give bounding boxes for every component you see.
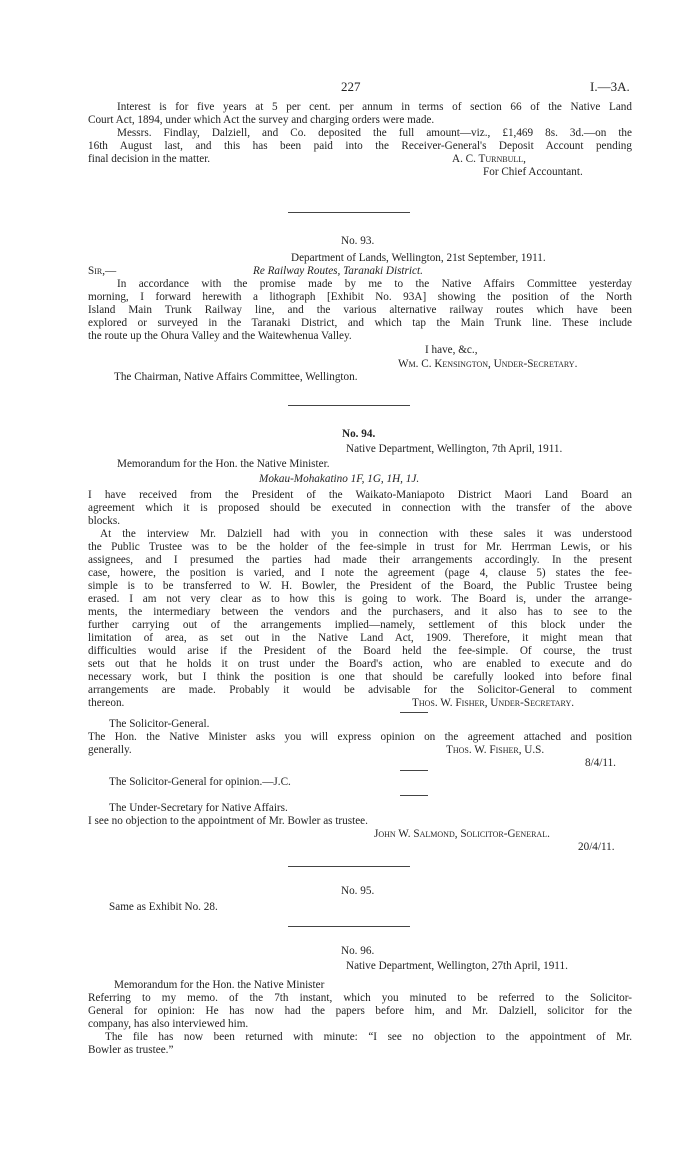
body-line: sets out that he holds it on trust under the Board's action, who are enabled to execute and do xyxy=(88,658,632,670)
section-divider xyxy=(288,212,410,213)
body-line: agreement which it is proposed should be executed in connection with the transfer of the above xyxy=(88,502,632,514)
short-divider xyxy=(400,712,428,713)
body-line: necessary work, but I think the position is one that should be carefully looked into before final xyxy=(88,671,632,683)
body-line: assignees, and I presumed the parties had made their arrangements accordingly. In the present xyxy=(88,554,632,566)
body-line: At the interview Mr. Dalziell had with you in connection with these sales it was understood xyxy=(100,528,632,540)
signature: Thos. W. Fisher, U.S. xyxy=(446,744,545,756)
exhibit-number: No. 94. xyxy=(342,428,376,440)
subject-line: Mokau-Mohakatino 1F, 1G, 1H, 1J. xyxy=(259,473,420,485)
exhibit-number: No. 95. xyxy=(341,885,375,897)
signature-role: For Chief Accountant. xyxy=(483,166,583,178)
body-line: Messrs. Findlay, Dalziell, and Co. deposited the full amount—viz., £1,469 8s. 3d.—on the xyxy=(117,127,632,139)
body-line: explored or surveyed in the Taranaki District, and which tap the Main Trunk line. These include xyxy=(88,317,632,329)
minute-date: 8/4/11. xyxy=(585,757,616,769)
body-line: case, howere, the position is varied, and I note the agreement (page 4, clause 5) states the fee- xyxy=(88,567,632,579)
body-line: further carrying out of the arrangements implied—namely, settlement of this block under the xyxy=(88,619,632,631)
body-line: Interest is for five years at 5 per cent. per annum in terms of section 66 of the Native Land xyxy=(117,101,632,113)
body-line: Same as Exhibit No. 28. xyxy=(109,901,218,913)
body-line: arrangements are made. Probably it would be advisable for the Solicitor-General to comment xyxy=(88,684,632,696)
body-line: the Public Trustee was to be the holder of the fee-simple in trust for Mr. Herrman Lewis, or his xyxy=(88,541,632,553)
signature: Thos. W. Fisher, Under-Secretary. xyxy=(412,697,575,709)
memo-heading: Memorandum for the Hon. the Native Minister xyxy=(114,979,325,991)
subject-line: Re Railway Routes, Taranaki District. xyxy=(253,265,423,277)
minute-line: I see no objection to the appointment of Mr. Bowler as trustee. xyxy=(88,815,368,827)
dateline: Department of Lands, Wellington, 21st September, 1911. xyxy=(291,252,546,264)
body-line: 16th August last, and this has been paid into the Receiver-General's Deposit Account pending xyxy=(88,140,632,152)
salutation: Sir,— xyxy=(88,265,117,277)
body-line: thereon. xyxy=(88,697,125,709)
addressee: The Under-Secretary for Native Affairs. xyxy=(109,802,288,814)
dateline: Native Department, Wellington, 27th April, 1911. xyxy=(346,960,568,972)
body-line: the route up the Ohura Valley and the Waitewhenua Valley. xyxy=(88,330,352,342)
body-line: Court Act, 1894, under which Act the survey and charging orders were made. xyxy=(88,114,435,126)
body-line: General for opinion: He has now had the papers before him, and Mr. Dalziell, solicitor for the xyxy=(88,1005,632,1017)
body-line: erased. I am not very clear as to how this is going to work. The Board is, under the arrange- xyxy=(88,593,632,605)
exhibit-number: No. 96. xyxy=(341,945,375,957)
section-divider xyxy=(288,926,410,927)
body-line: Island Main Trunk Railway line, and the various alternative railway routes which have been xyxy=(88,304,632,316)
section-divider xyxy=(288,405,410,406)
addressee: The Chairman, Native Affairs Committee, Wellington. xyxy=(114,371,358,383)
body-line: I have received from the President of the Waikato-Maniapoto District Maori Land Board an xyxy=(88,489,632,501)
minute-date: 20/4/11. xyxy=(578,841,615,853)
body-line: difficulties would arise if the President of the Board held the fee-simple. Of course, the trust xyxy=(88,645,632,657)
minute-line: generally. xyxy=(88,744,132,756)
body-line: The file has now been returned with minute: “I see no objection to the appointment of Mr. xyxy=(105,1031,632,1043)
addressee: The Solicitor-General. xyxy=(109,718,210,730)
body-line: simple is to be transferred to W. H. Bowler, the President of the Board, the Public Trustee being xyxy=(88,580,632,592)
body-line: blocks. xyxy=(88,515,121,527)
closing: I have, &c., xyxy=(425,344,478,356)
minute-line: The Hon. the Native Minister asks you will express opinion on the agreement attached and position xyxy=(88,731,632,743)
short-divider xyxy=(400,795,428,796)
dateline: Native Department, Wellington, 7th April, 1911. xyxy=(346,443,563,455)
series-code: I.—3A. xyxy=(590,79,630,94)
signature: John W. Salmond, Solicitor-General. xyxy=(374,828,550,840)
body-line: Referring to my memo. of the 7th instant, which you minuted to be referred to the Solicitor- xyxy=(88,992,632,1004)
body-line: Bowler as trustee.” xyxy=(88,1044,174,1056)
short-divider xyxy=(400,770,428,771)
body-line: limitation of area, as set out in the Native Land Act, 1909. Therefore, it might mean that xyxy=(88,632,632,644)
body-line: morning, I forward herewith a lithograph [Exhibit No. 93A] showing the position of the North xyxy=(88,291,632,303)
page-number: 227 xyxy=(341,79,361,94)
signature: A. C. Turnbull, xyxy=(452,153,526,165)
body-line: company, has also interviewed him. xyxy=(88,1018,249,1030)
body-line: final decision in the matter. xyxy=(88,153,211,165)
body-line: ments, the intermediary between the vendors and the purchasers, and it also has to see to the xyxy=(88,606,632,618)
signature: Wm. C. Kensington, Under-Secretary. xyxy=(398,358,578,370)
memo-heading: Memorandum for the Hon. the Native Minister. xyxy=(117,458,330,470)
body-line: In accordance with the promise made by me to the Native Affairs Committee yesterday xyxy=(117,278,632,290)
exhibit-number: No. 93. xyxy=(341,235,375,247)
minute-line: The Solicitor-General for opinion.—J.C. xyxy=(109,776,291,788)
section-divider xyxy=(288,866,410,867)
